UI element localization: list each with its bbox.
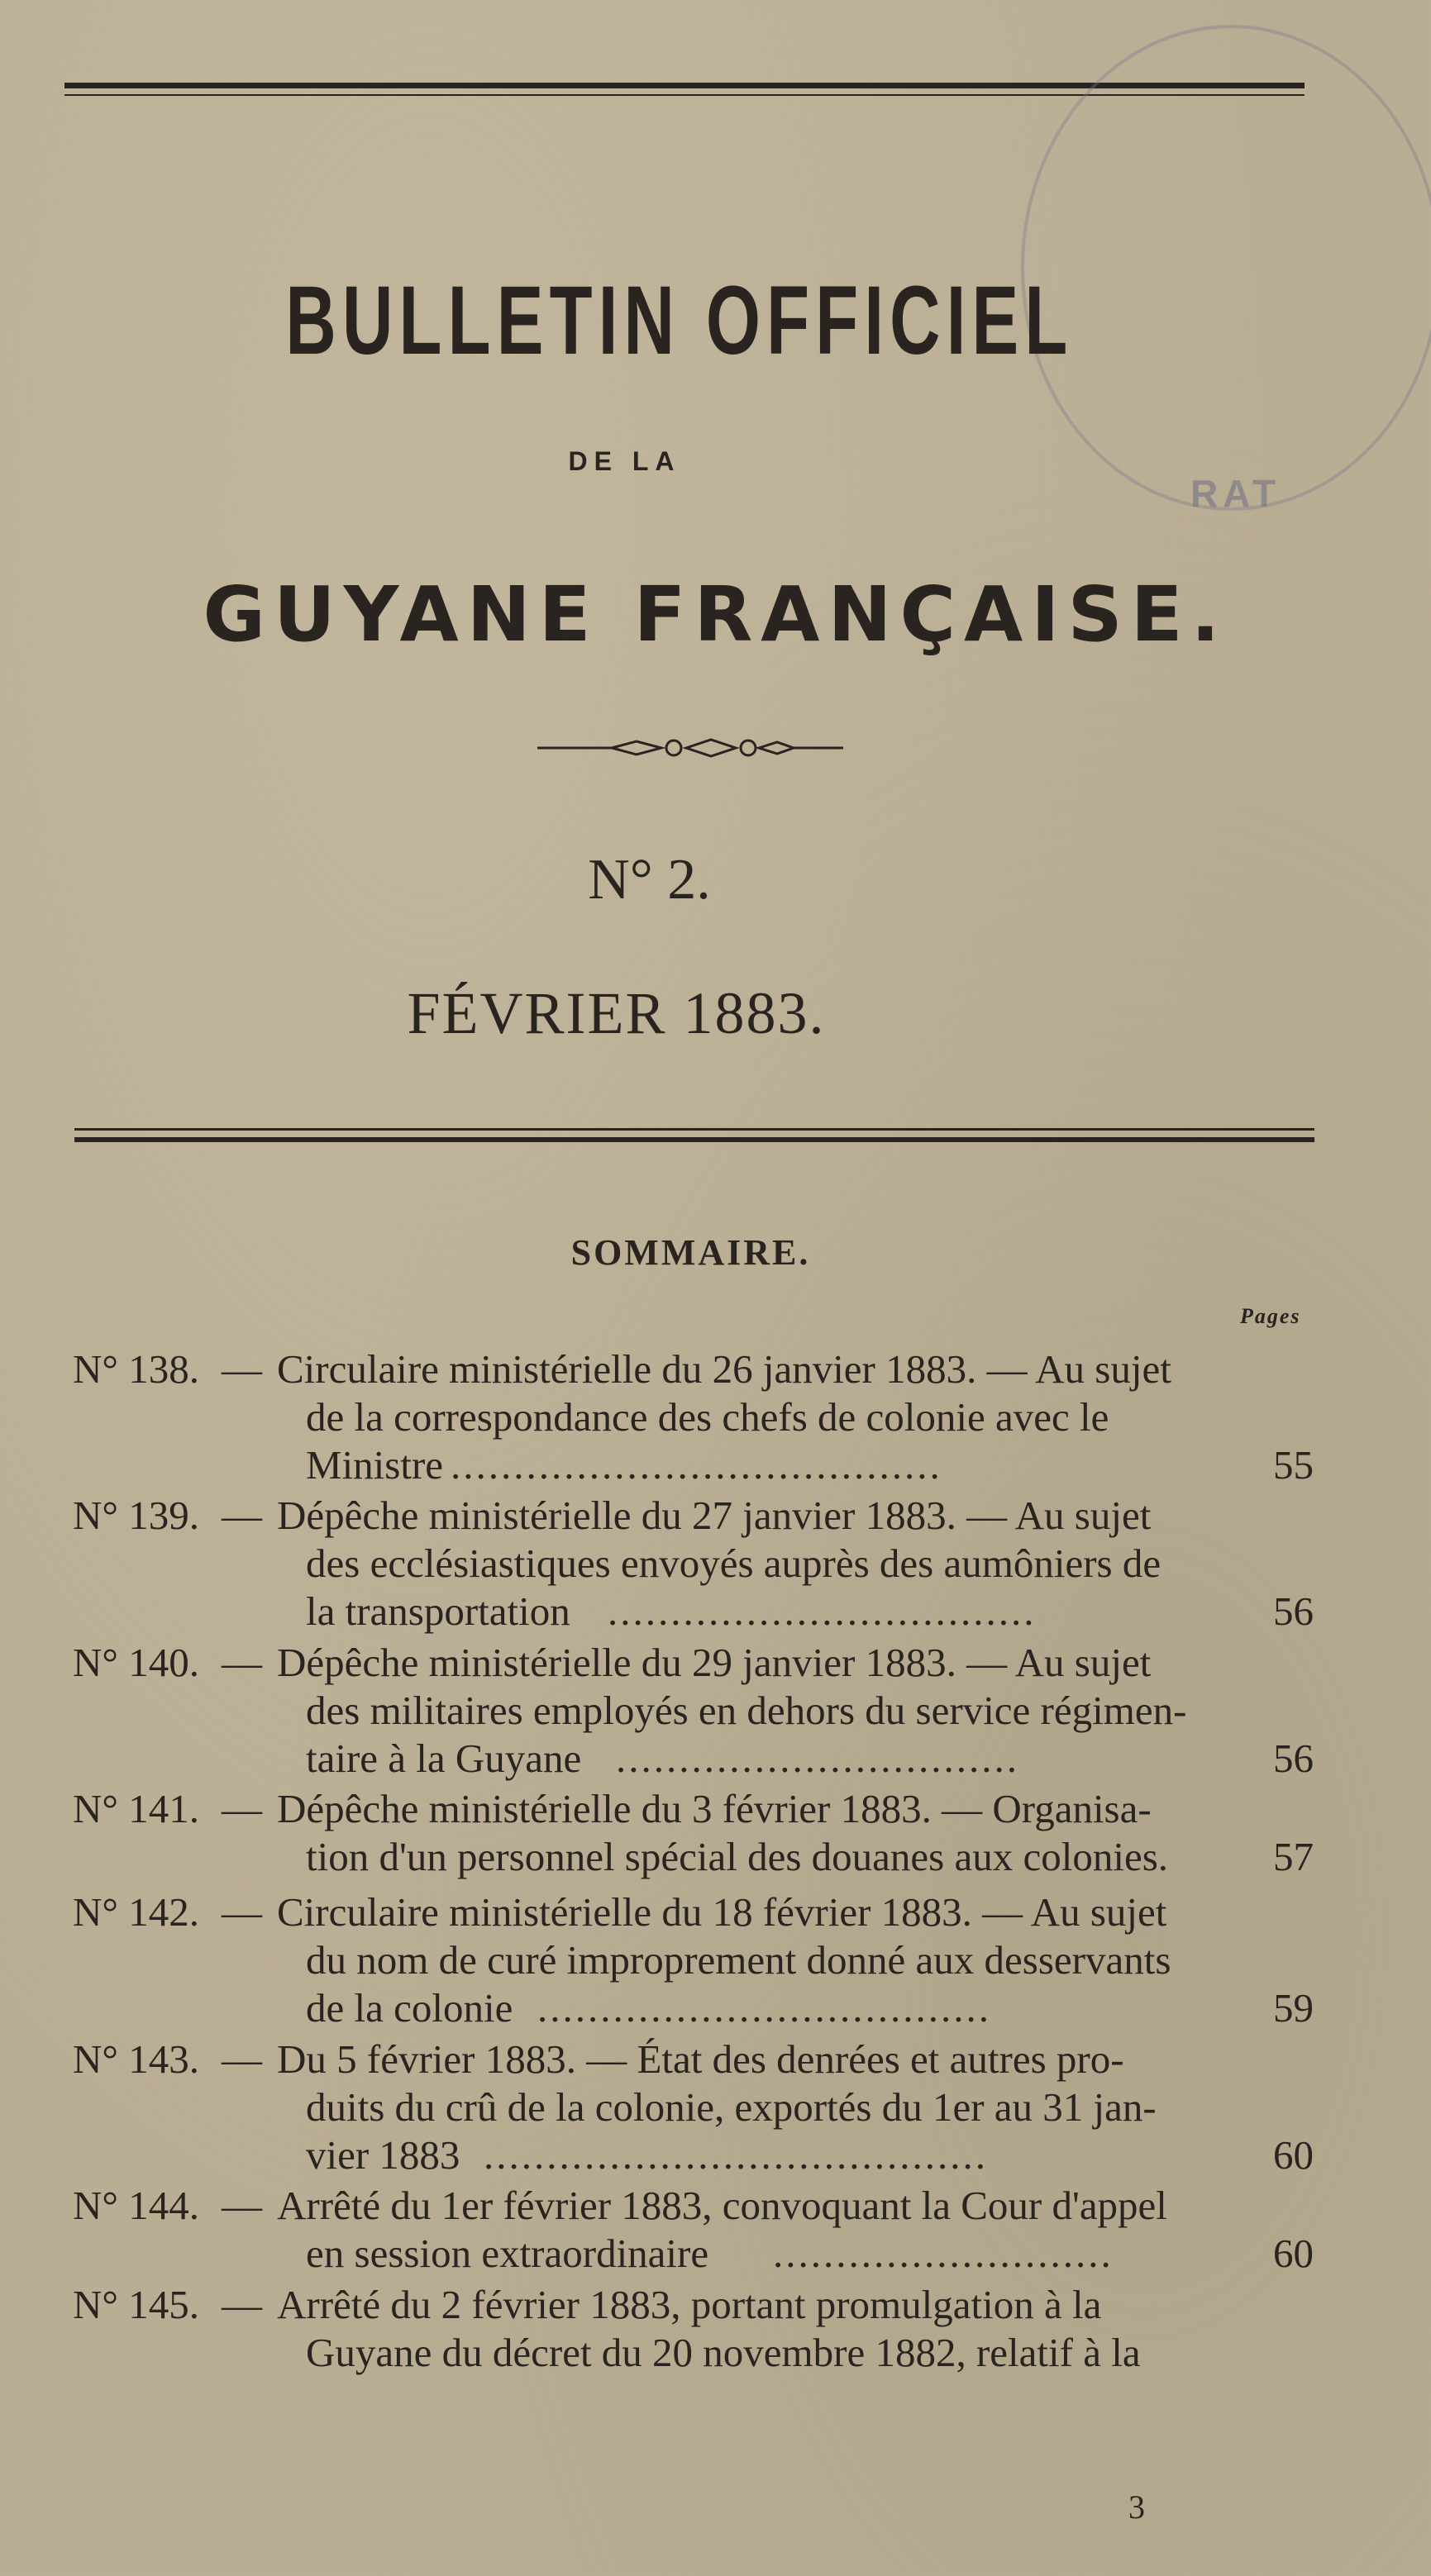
entry-dash: —	[222, 2282, 262, 2327]
entry-line: Du 5 février 1883. — État des denrées et autres pro-	[277, 2036, 1124, 2082]
entry-number: N° 139.	[73, 1493, 199, 1538]
entry-line: de la colonie	[306, 1985, 513, 2031]
pages-label: Pages	[1240, 1304, 1301, 1328]
entry-line: Circulaire ministérielle du 18 février 1883. — Au sujet	[277, 1889, 1167, 1935]
issue-number: N° 2.	[588, 848, 711, 912]
entry-line: Arrêté du 2 février 1883, portant promulgation à la	[277, 2282, 1102, 2327]
territory-title: GUYANE FRANÇAISE.	[203, 570, 1228, 659]
entry-page: 60	[1273, 2231, 1314, 2276]
entry-dash: —	[222, 1346, 262, 1392]
entry-number: N° 140.	[73, 1640, 199, 1685]
entry-dash: —	[222, 1640, 262, 1685]
entry-line: du nom de curé improprement donné aux desservants	[306, 1937, 1171, 1983]
entry-number: N° 142.	[73, 1889, 199, 1935]
entry-line: Ministre	[306, 1442, 444, 1488]
entry-line: taire à la Guyane	[306, 1736, 582, 1781]
title-de-la: DE LA	[568, 446, 681, 476]
entry-line: Dépêche ministérielle du 29 janvier 1883. — Au sujet	[277, 1640, 1152, 1685]
entry-line: vier 1883	[306, 2132, 460, 2178]
entry-dash: —	[222, 2036, 262, 2082]
entry-number: N° 141.	[73, 1786, 199, 1831]
entry-dash: —	[222, 2183, 262, 2228]
entry-page: 56	[1273, 1736, 1314, 1781]
entry-line: la transportation	[306, 1588, 570, 1634]
entry-line: Arrêté du 1er février 1883, convoquant la Cour d'appel	[277, 2183, 1167, 2228]
entry-dash: —	[222, 1889, 262, 1935]
entry-page: 56	[1273, 1588, 1314, 1634]
leader-dots: .......................................	[451, 1442, 942, 1488]
entry-line: de la correspondance des chefs de colonie avec le	[306, 1394, 1109, 1440]
entry-line: Circulaire ministérielle du 26 janvier 1883. — Au sujet	[277, 1346, 1171, 1392]
entry-line: duits du crû de la colonie, exportés du 1er au 31 jan-	[306, 2084, 1157, 2130]
sheet-signature-mark: 3	[1128, 2488, 1145, 2526]
stamp-text: RAT	[1190, 472, 1281, 515]
mid-rule-thick	[74, 1137, 1314, 1142]
bulletin-title: BULLETIN OFFICIEL	[285, 266, 1074, 375]
entry-line: en session extraordinaire	[306, 2231, 709, 2276]
entry-line: Dépêche ministérielle du 27 janvier 1883. — Au sujet	[277, 1493, 1152, 1538]
entry-number: N° 144.	[73, 2183, 199, 2228]
entry-line: des ecclésiastiques envoyés auprès des aumôniers de	[306, 1540, 1161, 1586]
entry-page: 59	[1273, 1985, 1314, 2031]
summary-heading: SOMMAIRE.	[570, 1232, 811, 1273]
leader-dots: ................................	[616, 1736, 1019, 1781]
leader-dots: ....................................	[537, 1985, 991, 2031]
ornament-divider	[537, 731, 843, 764]
mid-rule	[74, 1128, 1314, 1131]
entry-number: N° 138.	[73, 1346, 199, 1392]
entry-line: Guyane du décret du 20 novembre 1882, relatif à la	[306, 2330, 1141, 2375]
leader-dots: ..................................	[608, 1588, 1037, 1634]
entry-number: N° 145.	[73, 2282, 199, 2327]
issue-date: FÉVRIER 1883.	[407, 980, 826, 1046]
entry-page: 60	[1273, 2132, 1314, 2178]
entry-number: N° 143.	[73, 2036, 199, 2082]
entry-line: tion d'un personnel spécial des douanes aux colonies.	[306, 1834, 1169, 1879]
entry-dash: —	[222, 1493, 262, 1538]
leader-dots: ........................................	[484, 2132, 988, 2178]
entry-page: 57	[1273, 1834, 1314, 1879]
leader-dots: ...........................	[773, 2231, 1114, 2276]
entry-page: 55	[1273, 1442, 1314, 1488]
entry-line: des militaires employés en dehors du service régimen-	[306, 1688, 1187, 1733]
entry-dash: —	[222, 1786, 262, 1831]
entry-line: Dépêche ministérielle du 3 février 1883. — Organisa-	[277, 1786, 1152, 1831]
